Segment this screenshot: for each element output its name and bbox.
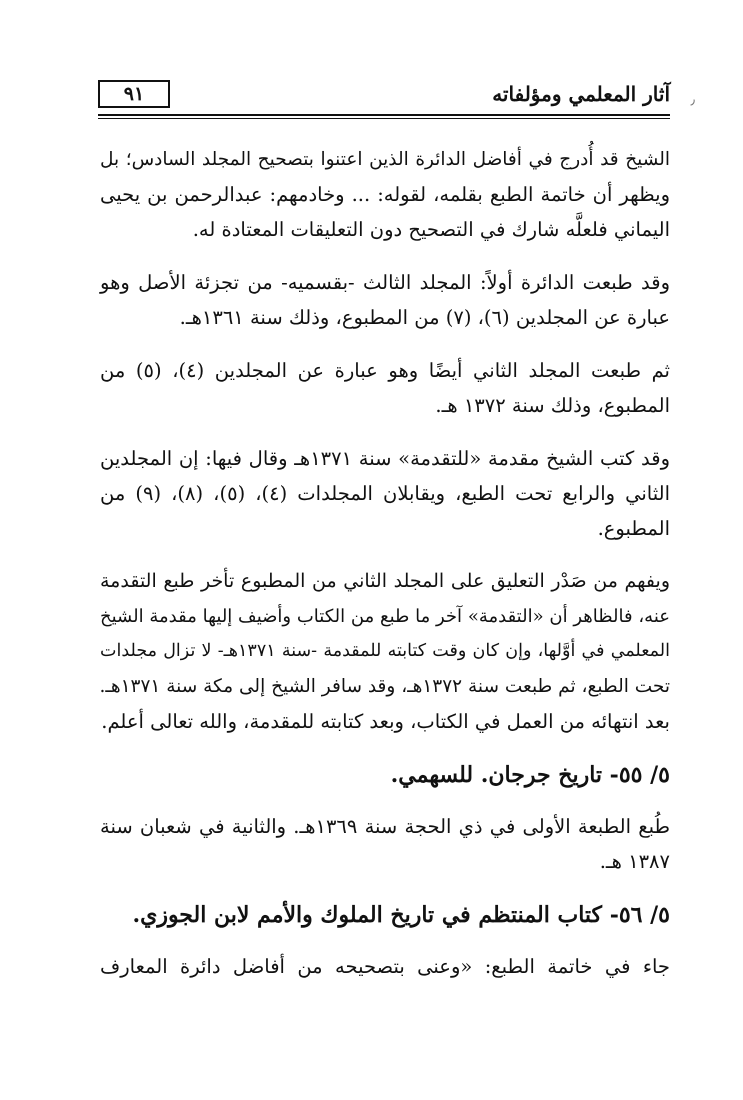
header-rule-thin — [98, 118, 670, 119]
section-56-paragraph — [100, 949, 670, 984]
text-line: المعلمي في أوَّلها، وإن كان وقت كتابته للمقدمة -سنة ١٣٧١هـ- لا تزال مجلدات — [100, 641, 670, 661]
text-line: عنه، فالظاهر أن «التقدمة» آخر ما طبع من الكتاب وأضيف إليها مقدمة الشيخ — [100, 606, 670, 627]
text-line: الثاني والرابع تحت الطبع، ويقابلان المجلدات (٤)، (٥)، (٨)، (٩) من — [100, 482, 670, 505]
header-rule — [98, 114, 670, 116]
margin-mark: ٫ — [690, 92, 695, 108]
paragraph-4 — [100, 441, 670, 546]
body-text — [100, 142, 670, 1002]
text-line: المطبوع. — [597, 517, 670, 540]
text-line: ١٣٨٧ هـ. — [599, 850, 670, 873]
text-line: طُبع الطبعة الأولى في ذي الحجة سنة ١٣٦٩هـ. والثانية في شعبان سنة — [100, 815, 670, 838]
text-line: وقد طبعت الدائرة أولاً: المجلد الثالث -بقسميه- من تجزئة الأصل وهو — [100, 271, 670, 294]
text-line: ويظهر أن خاتمة الطبع بقلمه، لقوله: ... وخادمهم: عبدالرحمن بن يحيى — [100, 183, 670, 206]
text-line: المطبوع، وذلك سنة ١٣٧٢ هـ. — [435, 394, 670, 417]
text-line: وقد كتب الشيخ مقدمة «للتقدمة» سنة ١٣٧١هـ وقال فيها: إن المجلدين — [100, 447, 670, 470]
running-title: آثار المعلمي ومؤلفاته — [492, 82, 670, 106]
text-line: بعد انتهائه من العمل في الكتاب، وبعد كتابته للمقدمة، والله تعالى أعلم. — [101, 710, 670, 733]
text-line: ثم طبعت المجلد الثاني أيضًا وهو عبارة عن المجلدين (٤)، (٥) من — [100, 359, 670, 382]
text-line: جاء في خاتمة الطبع: «وعنى بتصحيحه من أفاضل دائرة المعارف — [100, 955, 670, 978]
text-line: ويفهم من صَدْر التعليق على المجلد الثاني من المطبوع تأخر طبع التقدمة — [100, 570, 670, 592]
paragraph-2 — [100, 265, 670, 335]
page-number: ٩١ — [98, 80, 170, 108]
text-line: عبارة عن المجلدين (٦)، (٧) من المطبوع، وذلك سنة ١٣٦١هـ. — [179, 306, 670, 329]
running-header — [98, 78, 670, 118]
text-line: تحت الطبع، ثم طبعت سنة ١٣٧٢هـ، وقد سافر الشيخ إلى مكة سنة ١٣٧١هـ. — [99, 676, 670, 697]
paragraph-3 — [100, 353, 670, 423]
paragraph-1 — [100, 142, 670, 247]
section-heading-56: ٥/ ٥٦- كتاب المنتظم في تاريخ الملوك والأمم لابن الجوزي. — [132, 902, 670, 928]
section-55-paragraph — [100, 809, 670, 879]
text-line: الشيخ قد أُدرج في أفاضل الدائرة الذين اعتنوا بتصحيح المجلد السادس؛ بل — [100, 149, 670, 170]
text-line: اليماني فلعلَّه شارك في التصحيح دون التعليقات المعتادة له. — [192, 218, 670, 241]
section-heading-55: ٥/ ٥٥- تاريخ جرجان. للسهمي. — [390, 762, 670, 788]
paragraph-5 — [100, 564, 670, 739]
